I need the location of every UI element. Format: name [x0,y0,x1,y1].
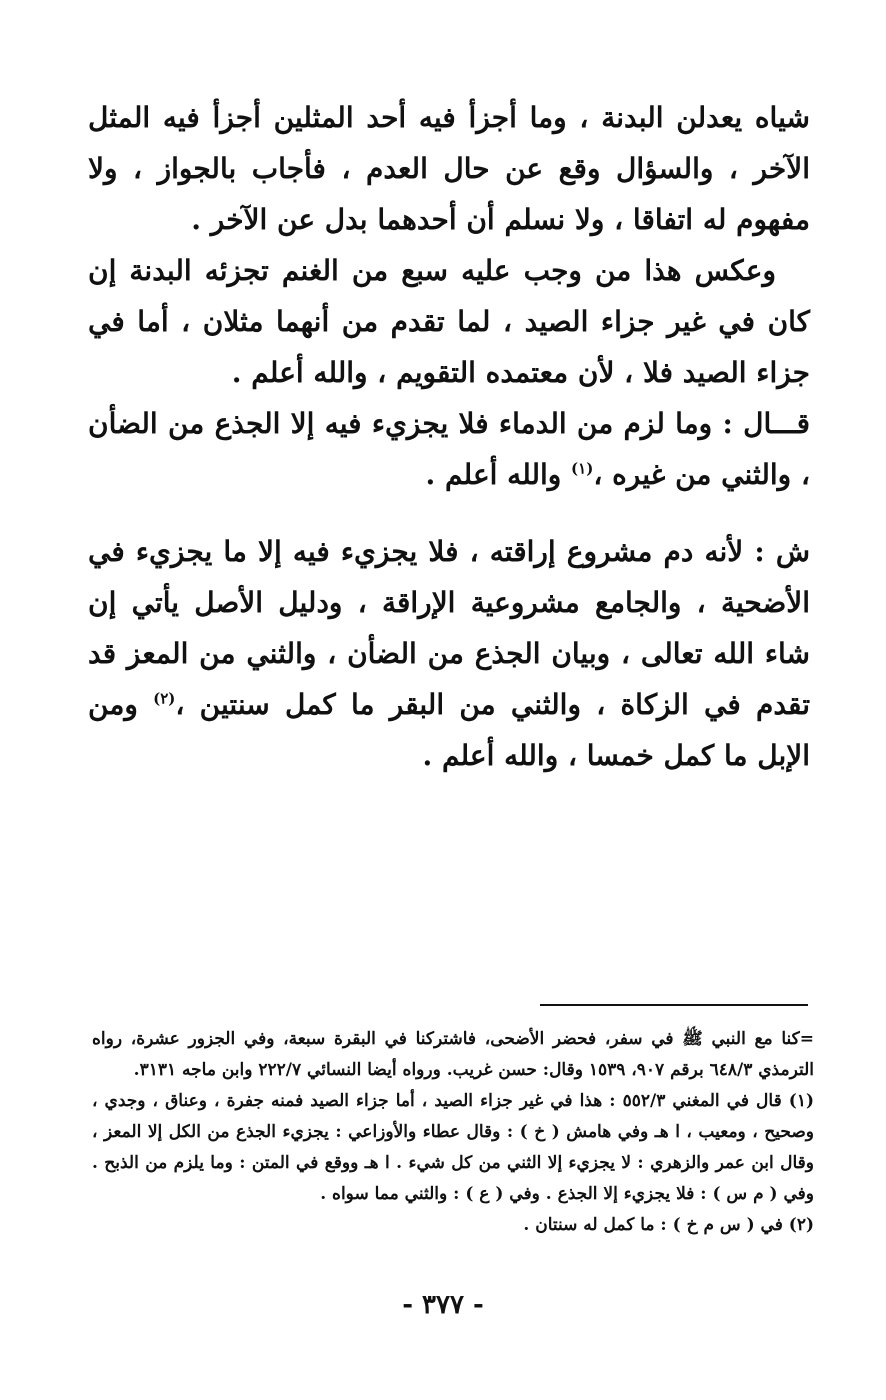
paragraph-text: ومن الإبل ما كمل خمسا ، والله أعلم . [88,688,810,772]
footnotes [92,1024,814,1241]
footnote-1: (١) قال في المغني ٥٥٢/٣ : هذا في غير جزاء الصيد ، أما جزاء الصيد فمنه جفرة ، وعناق ، وجدي ، وصحيح ، ومعيب ، ا هـ وفي هامش ( خ ) : وقال عطاء والأوزاعي : يجزيء الجذع من الكل إلا المعز ، وقال ابن عمر والزهري : لا يجزيء إلا الثني من كل شيء . ا هـ ووقع في المتن : وما يلزم من الذبح . وفي ( م س ) : فلا يجزيء إلا الجذع . وفي ( ع ) : والثني مما سواه . [92,1091,815,1204]
paragraph: وعكس هذا من وجب عليه سبع من الغنم تجزئه البدنة إن كان في غير جزاء الصيد ، لما تقدم من أنهما مثلان ، أما في جزاء الصيد فلا ، لأن معتمده التقويم ، والله أعلم . [88,254,810,389]
main-text [88,92,810,781]
footnote-continued: =كنا مع النبي ﷺ في سفر، فحضر الأضحى، فاشتركنا في البقرة سبعة، وفي الجزور عشرة، رواه الترمذي ٦٤٨/٣ برقم ٩٠٧، ١٥٣٩ وقال: حسن غريب. ورواه أيضا النسائي ٢٢٢/٧ وابن ماجه ٣١٣١. [92,1029,814,1080]
footnote-2: (٢) في ( س م خ ) : ما كمل له سنتان . [523,1215,814,1235]
paragraph [88,398,810,500]
paragraph: شياه يعدلن البدنة ، وما أجزأ فيه أحد المثلين أجزأ فيه المثل الآخر ، والسؤال وقع عن حال العدم ، فأجاب بالجواز ، ولا مفهوم له اتفاقا ، ولا نسلم أن أحدهما بدل عن الآخر . [88,101,810,236]
footnote-divider [540,1004,808,1006]
paragraph-text: والله أعلم . [425,458,572,491]
paragraph [88,526,810,781]
page-number: - ٣٧٧ - [402,1290,484,1320]
paragraph-text: ش : لأنه دم مشروع إراقته ، فلا يجزيء فيه إلا ما يجزيء في الأضحية ، والجامع مشروعية الإراقة ، ودليل الأصل يأتي إن شاء الله تعالى ، وبيان الجذع من الضأن ، والثني من المعز قد تقدم في الزكاة ، والثني من البقر ما كمل سنتين ، [88,535,810,721]
footnote-marker: (٢) [153,689,176,708]
paragraph-text: : وما لزم من الدماء فلا يجزيء فيه إلا الجذع من الضأن ، والثني من غيره ، [88,407,810,491]
footnote-marker: (١) [571,459,594,478]
qaala-lead: قـــال [743,407,810,440]
